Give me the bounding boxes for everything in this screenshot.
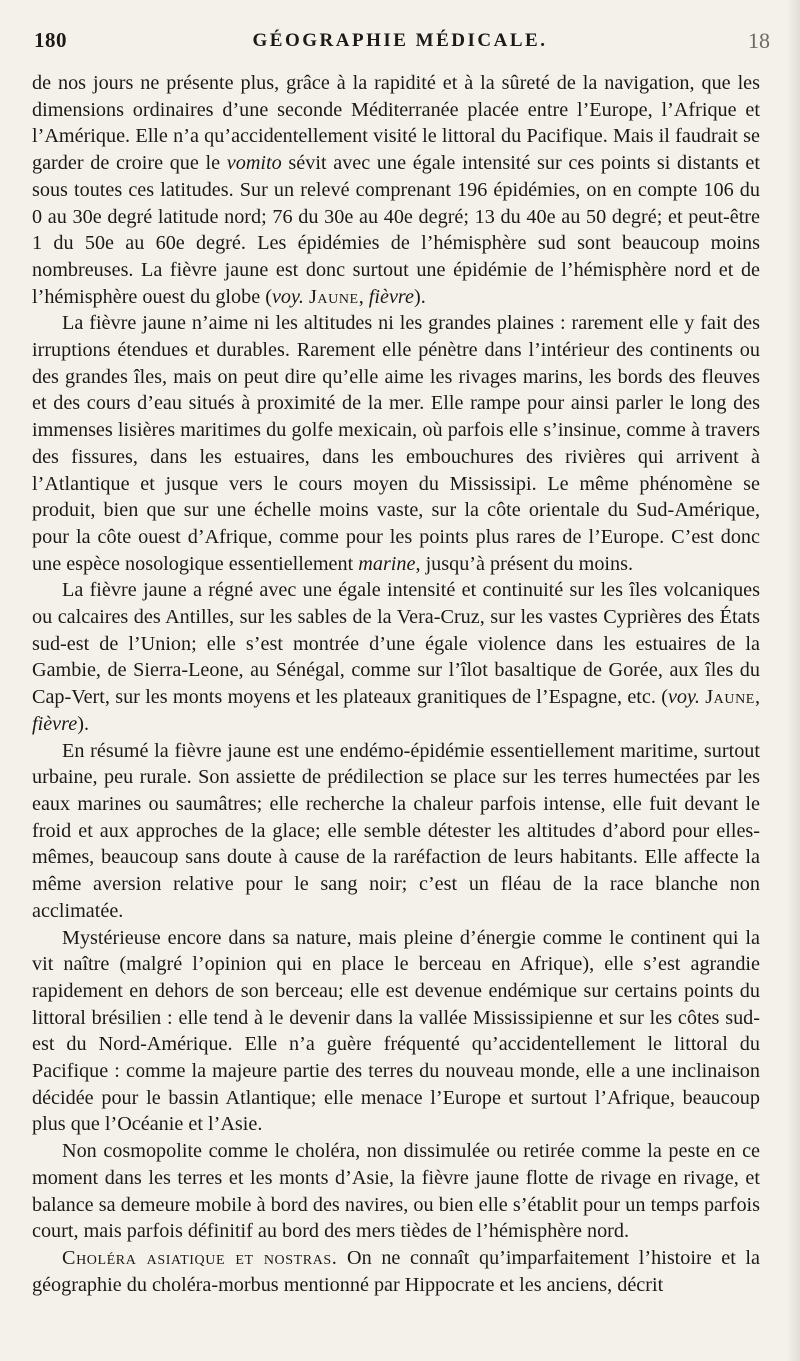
paragraph [32, 925, 760, 1139]
text-run: sévit avec une égale intensité sur ces points si distants et sous toutes ces latitudes. Sur un relevé comprenant 196 épidémies, on en compte 106 du 0 au 30e degré latitude nord; 76 du 30e au 40e degré; 13 du 40e au 50 degré; et peut-être 1 du 50e au 60e degré. Les épidémies de l’hémisphère sud sont beaucoup moins nombreuses. La fièvre jaune est donc surtout une épidémie de l’hémisphère nord et de l’hémisphère ouest du globe ( [32, 152, 760, 308]
paragraph [32, 70, 760, 310]
text-run: Non cosmopolite comme le choléra, non dissimulée ou retirée comme la peste en ce moment dans les terres et les monts d’Asie, la fièvre jaune flotte de rivage en rivage, et balance sa demeure mobile à bord des navires, ou bien elle s’établit pour un temps parfois court, mais parfois définitif au bord des mers tièdes de l’hémisphère nord. [32, 1140, 760, 1243]
text-run: de nos jours ne présente plus, grâce à la rapidité et à la sûreté de la navigation, que les dimensions ordinaires d’une seconde Méditerranée placée entre l’Europe, l’Afrique et l’Amérique. Elle n’a qu’accidentellement visité le littoral du Pacifique. Mais il faudrait se garder de croire que le [32, 72, 760, 175]
body-text [32, 70, 760, 1298]
margin-stray-mark: 18 [748, 28, 770, 53]
text-run: Mystérieuse encore dans sa nature, mais pleine d’énergie comme le continent qui la vit naître (malgré l’opinion qui en place le berceau en Afrique), elle s’est agrandie rapidement en dehors de son berceau; elle est devenue endémique sur certains points du littoral brésilien : elle tend à le devenir dans la vallée Mississipienne et sur les côtes sud-est du Nord-Amérique. Elle n’a guère fréquenté qu’accidentellement le littoral du Pacifique : comme la majeure partie des terres du nouveau monde, elle a une inclinaison décidée pour le bassin Atlantique; elle menace l’Europe et surtout l’Afrique, beaucoup plus que l’Océanie et l’Asie. [32, 926, 760, 1136]
text-run: On ne connaît qu’imparfaitement l’histoire et la géographie du choléra-morbus mentionné par Hippocrate et les anciens, décrit [32, 1246, 760, 1296]
paragraph [32, 310, 760, 577]
text-run: , [754, 686, 761, 709]
text-run: La fièvre jaune a régné avec une égale intensité et continuité sur les îles volcaniques ou calcaires des Antilles, sur les sables de la Vera-Cruz, sur les vastes Cyprières des États sud-est de l’Union; elle s’est montrée d’une égale violence dans les estuaires de la Gambie, de Sierra-Leone, au Sénégal, comme sur l’îlot basaltique de Gorée, aux îles du Cap-Vert, sur les monts moyens et les plateaux granitiques de l’Espagne, etc. ( [32, 579, 760, 709]
paragraph [32, 577, 760, 737]
italic-text: fièvre [368, 285, 415, 308]
italic-text: voy. [271, 285, 304, 308]
page-edge-shadow [786, 0, 800, 1361]
paragraph [32, 1138, 760, 1245]
italic-text: voy. [667, 686, 700, 709]
paragraph [32, 738, 760, 925]
small-caps-text: Jaune [308, 285, 359, 308]
paragraph [32, 1245, 760, 1298]
text-run: , [358, 285, 369, 308]
italic-text: fièvre [32, 712, 78, 735]
text-run: , jusqu’à présent du moins. [415, 552, 634, 575]
running-title: GÉOGRAPHIE MÉDICALE. [252, 30, 548, 51]
italic-text: marine [358, 552, 416, 575]
small-caps-text: Jaune [705, 686, 755, 709]
small-caps-text: Choléra asiatique et nostras. [62, 1246, 338, 1269]
italic-text: vomito [226, 152, 282, 175]
text-run: La fièvre jaune n’aime ni les altitudes ni les grandes plaines : rarement elle y fait des irruptions étendues et durables. Rarement elle pénètre dans l’intérieur des continents ou des grandes îles, mais on peut dire qu’elle aime les rivages marins, les bords des fleuves et des cours d’eau situés à proximité de la mer. Elle rampe pour ainsi parler le long des immenses lisières maritimes du golfe mexicain, où parfois elle s’insinue, comme à travers des fissures, dans les estuaires, dans les embouchures des rivières qui arrivent à l’Atlantique et jusque vers le cours moyen du Mississipi. Le même phénomène se produit, bien que sur une échelle moins vaste, sur la côte orientale du Sud-Amérique, pour la côte ouest d’Afrique, comme pour les points plus rares de l’Europe. C’est donc une espèce nosologique essentiellement [32, 312, 760, 575]
text-run: ). [77, 712, 89, 735]
page-header [30, 28, 770, 60]
text-run: ). [414, 285, 426, 308]
page-number: 180 [34, 28, 67, 52]
text-run: En résumé la fièvre jaune est une endémo-épidémie essentiellement maritime, surtout urbaine, peu rurale. Son assiette de prédilection se place sur les terres humectées par les eaux marines ou saumâtres; elle recherche la chaleur parfois intense, elle fuit devant le froid et aux approches de la glace; elle semble détester les altitudes d’abord pour elles-mêmes, beaucoup sans doute à cause de la raréfaction de leurs habitants. Elle affecte la même aversion relative pour le sang noir; c’est un fléau de la race blanche non acclimatée. [32, 739, 760, 922]
